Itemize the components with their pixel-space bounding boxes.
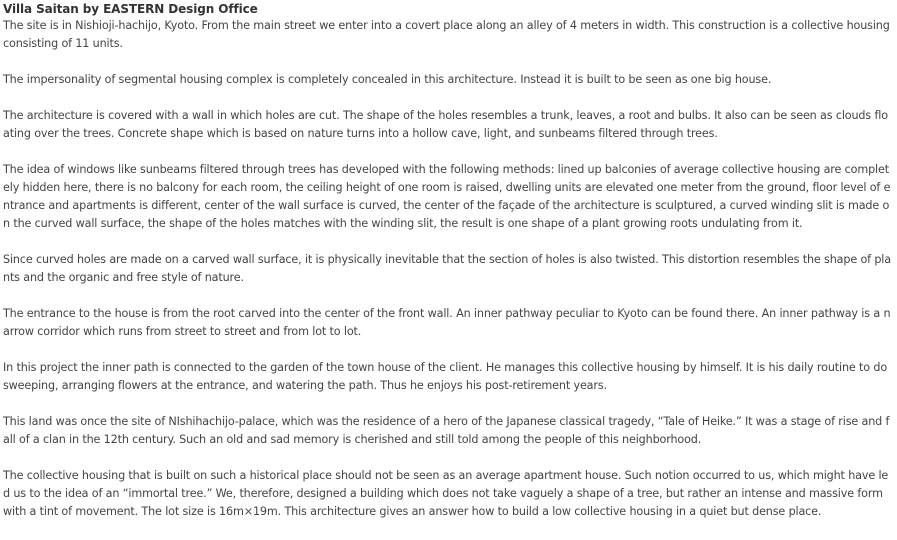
article-paragraph-impersonality: The impersonality of segmental housing complex is completely concealed in this architecture. Instead it is built to be seen as one big house. [3, 73, 772, 86]
article-paragraph-windows: The idea of windows like sunbeams filtered through trees has developed with the following methods: lined up balconies of average collective housing are completely hidden here, there is no balcony for each room, the ceiling height of one room is raised, dwelling units are elevated one meter from the ground, floor level of entrance and apartments is different, center of the wall surface is curved, the center of the façade of the architecture is sculptured, a curved winding slit is made on the curved wall surface, the shape of the holes matches with the winding slit, the result is one shape of a plant growing roots undulating from it. [3, 163, 891, 230]
article-paragraph-curved-holes: Since curved holes are made on a carved wall surface, it is physically inevitable that the section of holes is also twisted. This distortion resembles the shape of plants and the organic and free style of nature. [3, 253, 891, 284]
article-paragraph-wall: The architecture is covered with a wall in which holes are cut. The shape of the holes resembles a trunk, leaves, a root and bulbs. It also can be seen as clouds floating over the trees. Concrete shape which is based on nature turns into a hollow cave, light, and sunbeams filtered through trees. [3, 109, 888, 140]
article-paragraph-site: The site is in Nishioji-hachijo, Kyoto. From the main street we enter into a covert place along an alley of 4 meters in width. This construction is a collective housing consisting of 11 units. [3, 19, 890, 50]
article-paragraph-inner-path: In this project the inner path is connected to the garden of the town house of the client. He manages this collective housing by himself. It is his daily routine to do sweeping, arranging flowers at the entrance, and watering the path. Thus he enjoys his post-retirement years. [3, 361, 888, 392]
article-paragraph-immortal-tree: The collective housing that is built on such a historical place should not be seen as an average apartment house. Such notion occurred to us, which might have led us to the idea of an “immortal tree.” We, therefore, designed a building which does not take vaguely a shape of a tree, but rather an intense and massive form with a tint of movement. The lot size is 16m×19m. This architecture gives an answer how to build a low collective housing in a quiet but dense place. [3, 469, 889, 518]
article-paragraph-entrance: The entrance to the house is from the root carved into the center of the front wall. An inner pathway peculiar to Kyoto can be found there. An inner pathway is a narrow corridor which runs from street to street and from lot to lot. [3, 307, 891, 338]
article-title: Villa Saitan by EASTERN Design Office [3, 2, 258, 16]
article-paragraph-history: This land was once the site of NIshihachijo-palace, which was the residence of a hero of the Japanese classical tragedy, “Tale of Heike.” It was a stage of rise and fall of a clan in the 12th century. Such an old and sad memory is cherished and still told among the people of this neighborhood. [3, 415, 890, 446]
